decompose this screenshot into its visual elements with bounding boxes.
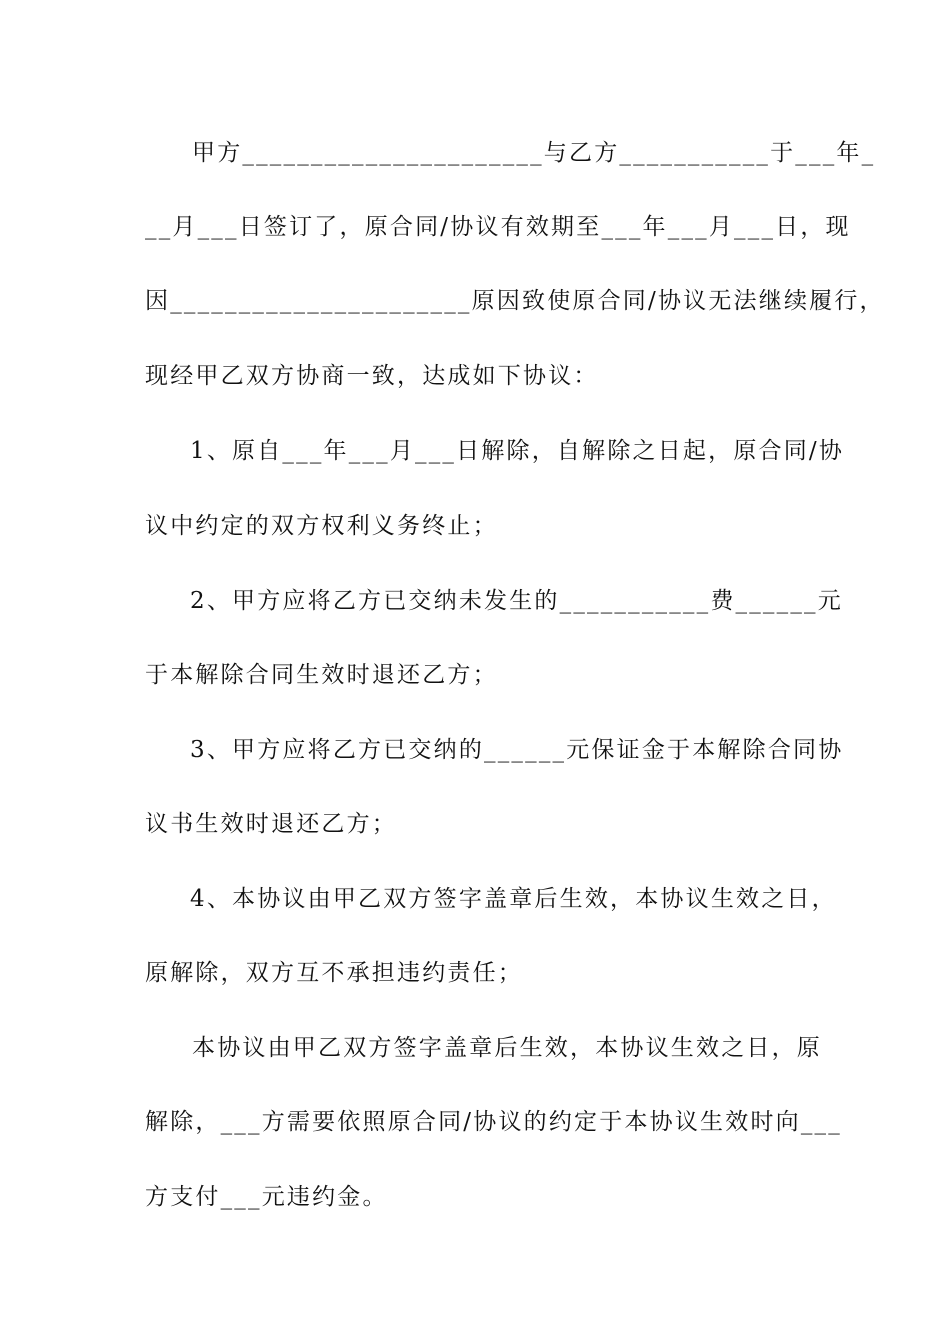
- paragraph-intro-line-3: 因______________________原因致使原合同/协议无法继续履行，: [145, 288, 885, 314]
- closing-paragraph-line-1: 本协议由甲乙双方签字盖章后生效，本协议生效之日，原: [192, 1035, 822, 1061]
- clause-1-line-1: 1、原自___年___月___日解除，自解除之日起，原合同/协: [190, 438, 845, 464]
- paragraph-intro-line-4: 现经甲乙双方协商一致，达成如下协议：: [145, 363, 599, 389]
- clause-2-line-1: 2、甲方应将乙方已交纳未发生的___________费______元: [190, 588, 843, 614]
- paragraph-intro-line-1: 甲方______________________与乙方___________于___年_: [192, 140, 876, 166]
- paragraph-intro-line-2: __月___日签订了，原合同/协议有效期至___年___月___日，现: [145, 214, 851, 240]
- closing-paragraph-line-3: 方支付___元违约金。: [145, 1184, 388, 1210]
- closing-paragraph-line-2: 解除，___方需要依照原合同/协议的约定于本协议生效时向___: [145, 1109, 842, 1135]
- clause-4-line-1: 4、本协议由甲乙双方签字盖章后生效，本协议生效之日，: [190, 886, 837, 912]
- clause-3-line-1: 3、甲方应将乙方已交纳的______元保证金于本解除合同协: [190, 737, 844, 763]
- clause-3-line-2: 议书生效时退还乙方；: [145, 811, 397, 837]
- clause-1-line-2: 议中约定的双方权利义务终止；: [145, 513, 498, 539]
- clause-4-line-2: 原解除，双方互不承担违约责任；: [145, 960, 523, 986]
- clause-2-line-2: 于本解除合同生效时退还乙方；: [145, 662, 498, 688]
